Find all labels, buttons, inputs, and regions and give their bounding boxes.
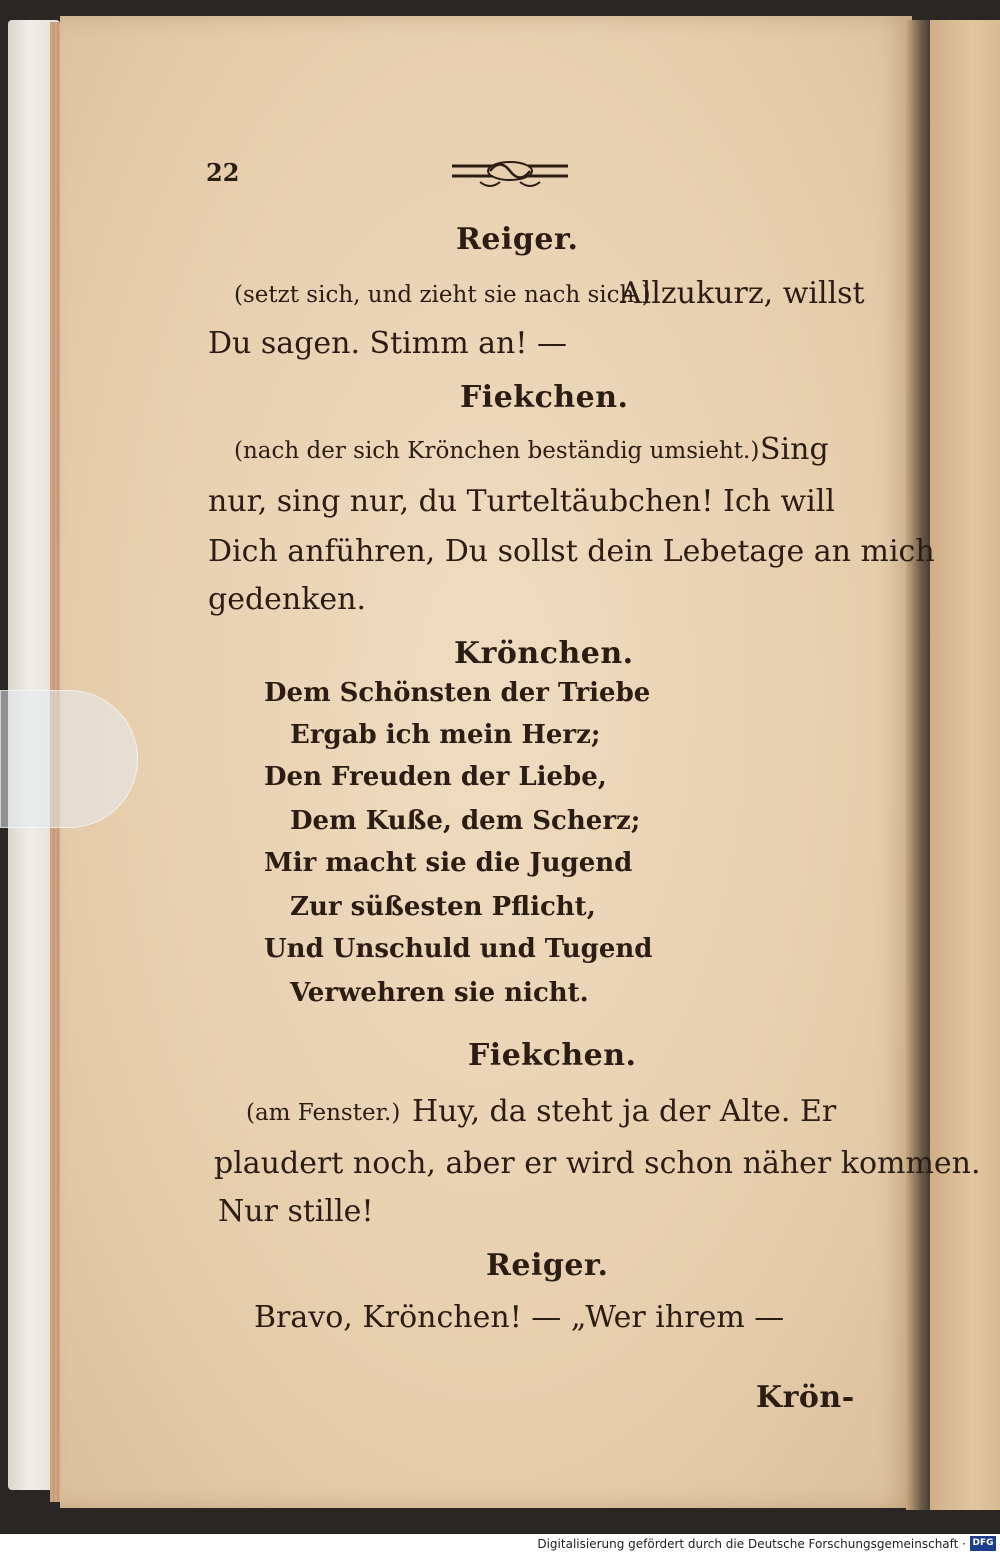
stage-direction: (am Fenster.)	[246, 1100, 401, 1126]
prose-line: Nur stille!	[218, 1194, 374, 1229]
prose-line: nur, sing nur, du Turteltäubchen! Ich will	[208, 484, 835, 519]
prose-line: Huy, da steht ja der Alte. Er	[412, 1094, 837, 1129]
prose-line: Du sagen. Stimm an! —	[208, 326, 567, 361]
prose-line: Sing	[760, 432, 829, 467]
stage-direction: (nach der sich Krönchen beständig umsieht.)	[234, 438, 760, 464]
prose-line: plaudert noch, aber er wird schon näher kommen.	[214, 1146, 981, 1181]
verse-line: Verwehren sie nicht.	[290, 978, 589, 1008]
catchword: Krön-	[756, 1380, 855, 1415]
page-clip	[0, 690, 138, 828]
facing-page-edge	[930, 20, 1000, 1510]
speaker-heading: Krönchen.	[454, 636, 634, 671]
speaker-heading: Fiekchen.	[468, 1038, 637, 1073]
verse-line: Zur süßesten Pflicht,	[290, 892, 596, 922]
prose-line: Bravo, Krönchen! — „Wer ihrem —	[254, 1300, 785, 1335]
page-number: 22	[206, 158, 240, 187]
printer-ornament-icon	[450, 152, 570, 192]
speaker-heading: Reiger.	[456, 222, 579, 257]
funding-credit: Digitalisierung gefördert durch die Deutsche Forschungsgemeinschaft ·	[537, 1537, 966, 1551]
verse-line: Den Freuden der Liebe,	[264, 762, 607, 792]
verse-line: Mir macht sie die Jugend	[264, 848, 633, 878]
verse-line: Dem Kuße, dem Scherz;	[290, 806, 641, 836]
verse-line: Ergab ich mein Herz;	[290, 720, 601, 750]
speaker-heading: Reiger.	[486, 1248, 609, 1283]
stage-direction: (setzt sich, und zieht sie nach sich.)	[234, 282, 651, 308]
prose-line: Dich anführen, Du sollst dein Lebetage an mich	[208, 534, 935, 569]
speaker-heading: Fiekchen.	[460, 380, 629, 415]
prose-line: Allzukurz, willst	[620, 276, 865, 311]
prose-line: gedenken.	[208, 582, 367, 617]
verse-line: Dem Schönsten der Triebe	[264, 678, 651, 708]
verse-line: Und Unschuld und Tugend	[264, 934, 653, 964]
dfg-logo-icon: DFG	[970, 1536, 996, 1551]
